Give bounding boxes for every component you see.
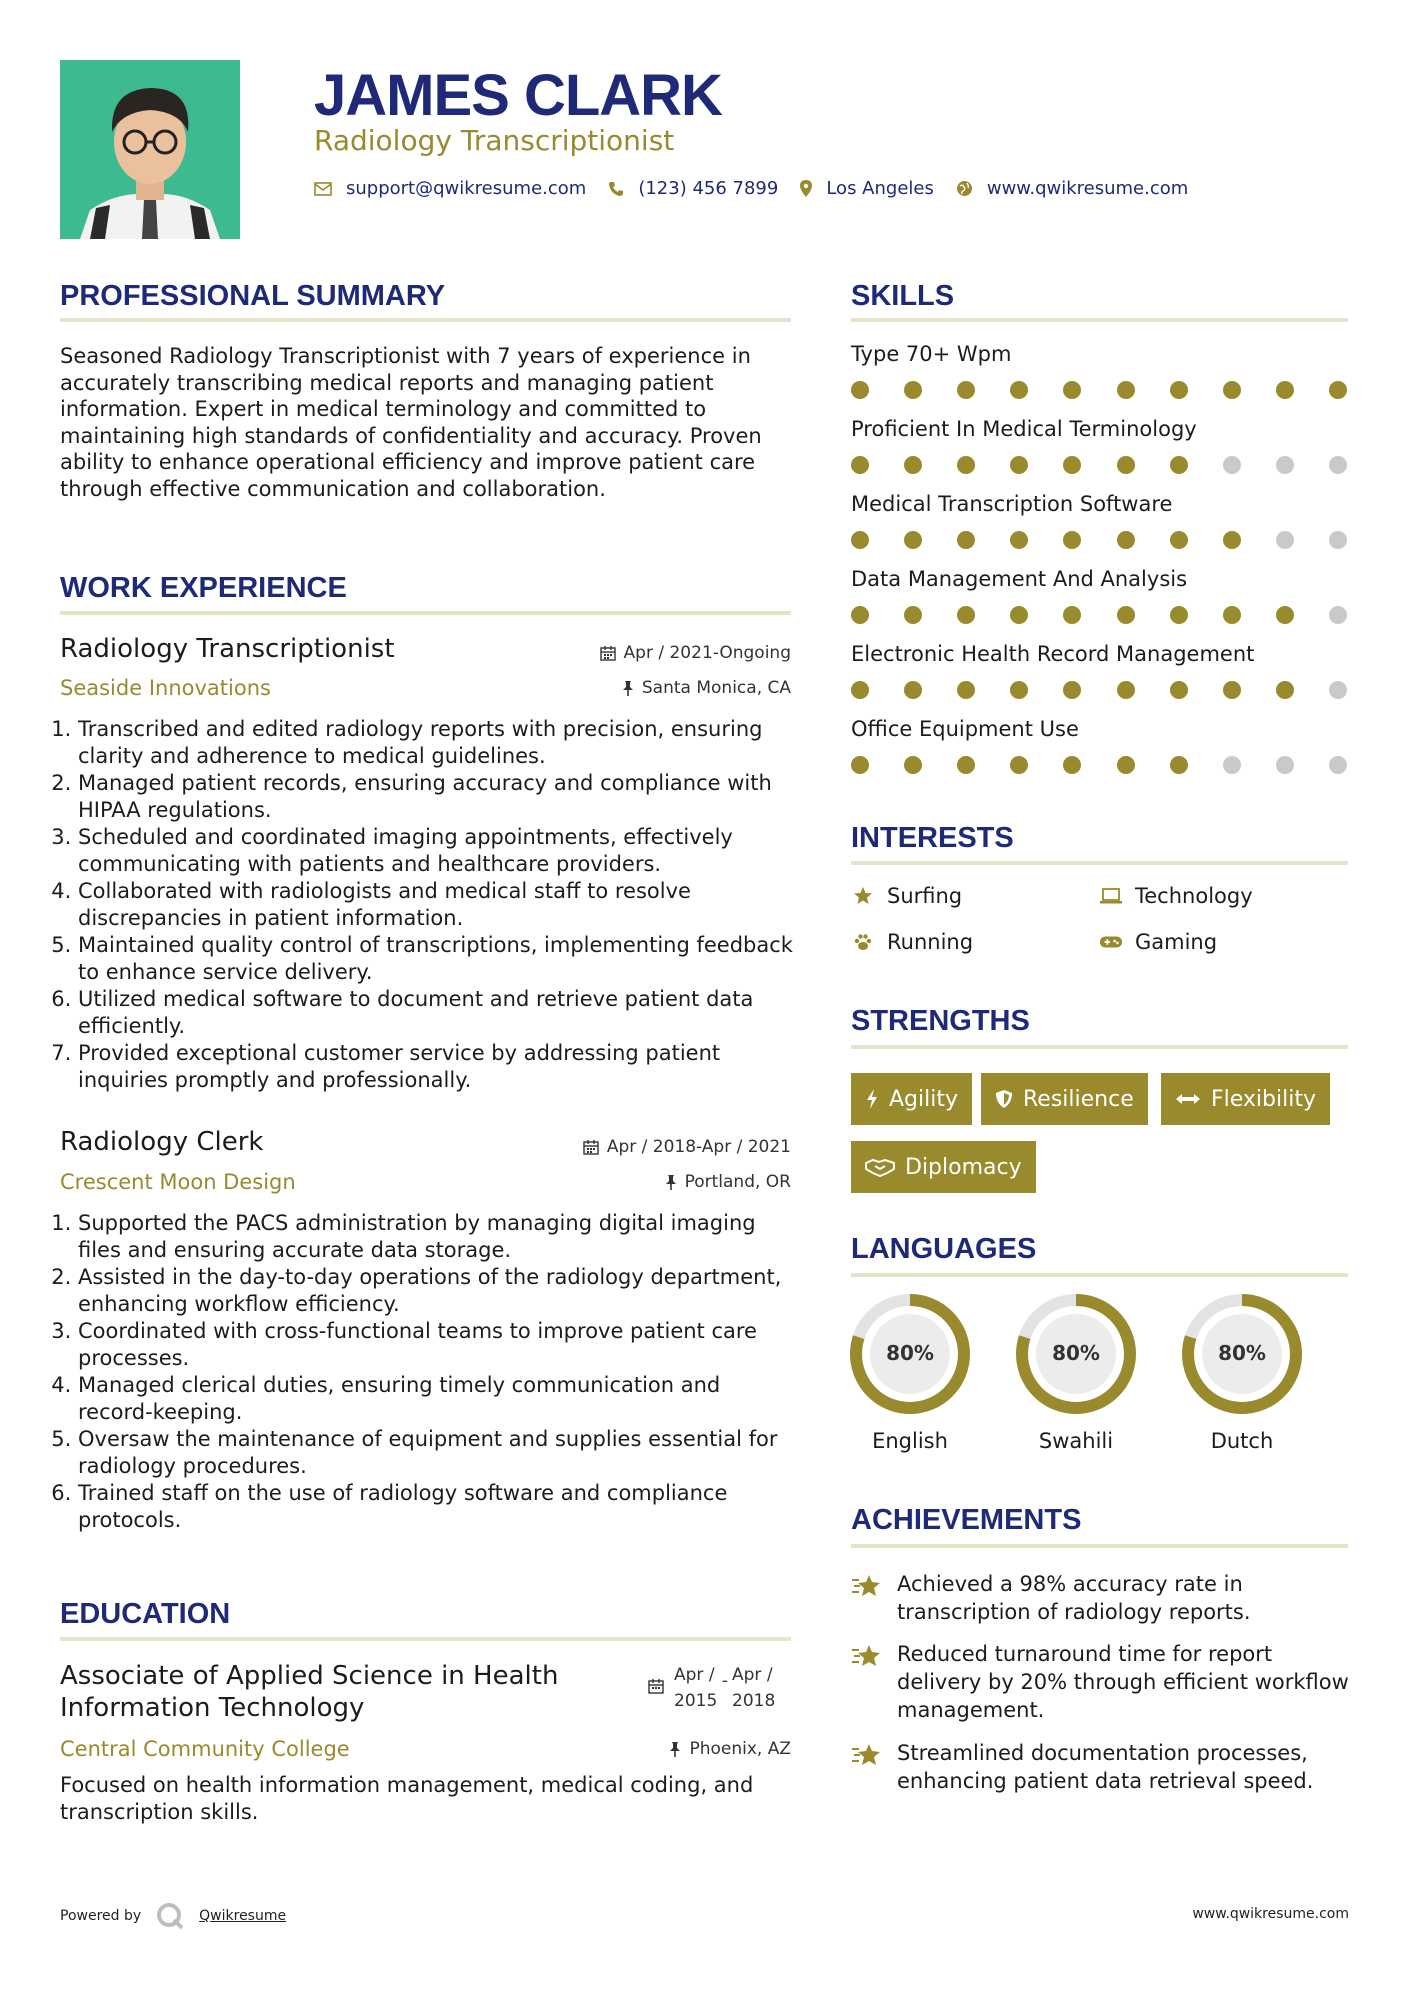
rating-dot-filled xyxy=(957,606,975,624)
rating-dot-filled xyxy=(851,381,869,399)
handshake-icon xyxy=(865,1157,895,1177)
rating-dot-filled xyxy=(1010,381,1028,399)
list-item: 2. Managed patient records, ensuring accuracy and compliance with HIPAA regulations. xyxy=(78,770,800,824)
rating-dot-filled xyxy=(904,681,922,699)
language-name: Dutch xyxy=(1210,1429,1274,1453)
education-divider xyxy=(60,1637,791,1641)
strength-label: Diplomacy xyxy=(905,1154,1022,1180)
qwikresume-logo-icon xyxy=(155,1902,185,1930)
rating-dot-filled xyxy=(1223,681,1241,699)
job-company: Seaside Innovations xyxy=(60,676,271,700)
job-company: Crescent Moon Design xyxy=(60,1170,296,1194)
skill-name: Data Management And Analysis xyxy=(851,567,1188,591)
rating-dot-filled xyxy=(1170,756,1188,774)
summary-heading: PROFESSIONAL SUMMARY xyxy=(60,280,446,312)
rating-dot-filled xyxy=(1010,681,1028,699)
calendar-icon xyxy=(648,1678,664,1694)
qwikresume-link[interactable]: Qwikresume xyxy=(199,1908,287,1924)
rating-dot-filled xyxy=(957,381,975,399)
rating-dot-filled xyxy=(957,531,975,549)
rating-dot-filled xyxy=(1170,681,1188,699)
achievement-text: Achieved a 98% accuracy rate in transcription of radiology reports. xyxy=(897,1572,1251,1624)
achievement-item xyxy=(851,1570,1351,1626)
rating-dot-empty xyxy=(1276,456,1294,474)
job-location xyxy=(665,1172,791,1192)
rating-dot-filled xyxy=(851,756,869,774)
school-name: Central Community College xyxy=(60,1737,350,1761)
interest-label: Gaming xyxy=(1135,930,1218,954)
pushpin-icon xyxy=(622,680,634,697)
strengths-divider xyxy=(851,1045,1348,1049)
job-dates xyxy=(583,1137,791,1157)
powered-by-label: Powered by xyxy=(60,1908,142,1924)
job-dates-text: Apr / 2018-Apr / 2021 xyxy=(606,1137,791,1157)
education-location xyxy=(669,1739,791,1759)
job-responsibilities xyxy=(60,716,800,1094)
calendar-icon xyxy=(583,1139,599,1155)
rating-dot-filled xyxy=(904,456,922,474)
rating-dot-filled xyxy=(904,756,922,774)
interest-label: Technology xyxy=(1135,884,1253,908)
strength-chip xyxy=(851,1073,972,1125)
rating-dot-empty xyxy=(1276,756,1294,774)
shield-icon xyxy=(995,1089,1013,1109)
rating-dot-filled xyxy=(1276,606,1294,624)
rating-dot-filled xyxy=(904,531,922,549)
rating-dot-filled xyxy=(1010,756,1028,774)
rating-dot-filled xyxy=(1010,531,1028,549)
interest-item xyxy=(1099,884,1253,908)
rating-dot-empty xyxy=(1223,756,1241,774)
interest-item xyxy=(851,930,973,954)
skill-name: Office Equipment Use xyxy=(851,717,1079,741)
arrows-horizontal-icon xyxy=(1175,1092,1201,1106)
rating-dot-filled xyxy=(1223,381,1241,399)
strength-chip xyxy=(851,1141,1036,1193)
skill-rating xyxy=(851,756,1347,774)
rating-dot-filled xyxy=(1170,531,1188,549)
contact-bar xyxy=(314,178,1210,199)
rating-dot-empty xyxy=(1329,606,1347,624)
list-item: 7. Provided exceptional customer service by addressing patient inquiries promptly and professionally. xyxy=(78,1040,800,1094)
education-description: Focused on health information management, medical coding, and transcription skills. xyxy=(60,1773,754,1824)
candidate-title: Radiology Transcriptionist xyxy=(314,124,675,157)
job-title: Radiology Clerk xyxy=(60,1127,264,1157)
education-location-text: Phoenix, AZ xyxy=(689,1739,791,1759)
interest-item xyxy=(851,884,962,908)
job-location-text: Santa Monica, CA xyxy=(641,678,791,698)
skill-rating xyxy=(851,381,1347,399)
rating-dot-filled xyxy=(957,681,975,699)
rating-dot-filled xyxy=(1223,531,1241,549)
education-heading: EDUCATION xyxy=(60,1598,231,1630)
achievements-divider xyxy=(851,1544,1348,1548)
footer-website[interactable]: www.qwikresume.com xyxy=(1192,1906,1349,1922)
rating-dot-filled xyxy=(1063,531,1081,549)
rating-dot-filled xyxy=(1276,381,1294,399)
laptop-icon xyxy=(1099,887,1123,905)
rating-dot-filled xyxy=(1117,381,1135,399)
rating-dot-filled xyxy=(904,381,922,399)
rating-dot-empty xyxy=(1329,456,1347,474)
rating-dot-filled xyxy=(904,606,922,624)
rating-dot-filled xyxy=(1117,681,1135,699)
job-title: Radiology Transcriptionist xyxy=(60,634,395,664)
job-location-text: Portland, OR xyxy=(684,1172,791,1192)
skill-name: Electronic Health Record Management xyxy=(851,642,1255,666)
achievement-text: Streamlined documentation processes, enhancing patient data retrieval speed. xyxy=(897,1741,1314,1793)
strength-label: Resilience xyxy=(1023,1086,1134,1112)
degree-title: Associate of Applied Science in Health Information Technology xyxy=(60,1661,559,1723)
rating-dot-filled xyxy=(1170,381,1188,399)
rating-dot-empty xyxy=(1329,756,1347,774)
job-dates xyxy=(600,643,791,663)
rating-dot-filled xyxy=(1063,606,1081,624)
rating-dot-filled xyxy=(1063,681,1081,699)
list-item: 6. Utilized medical software to document and retrieve patient data efficiently. xyxy=(78,986,800,1040)
language-name: Swahili xyxy=(1038,1429,1114,1453)
gamepad-icon xyxy=(1099,934,1123,950)
rating-dot-filled xyxy=(851,681,869,699)
list-item: 4. Managed clerical duties, ensuring timely communication and record-keeping. xyxy=(78,1372,800,1426)
job-location xyxy=(622,678,791,698)
achievement-item xyxy=(851,1739,1351,1795)
rating-dot-filled xyxy=(957,456,975,474)
language-name: English xyxy=(872,1429,948,1453)
interest-label: Running xyxy=(887,930,974,954)
bolt-icon xyxy=(865,1088,879,1110)
achievement-text: Reduced turnaround time for report delivery by 20% through efficient workflow management. xyxy=(897,1642,1349,1722)
rating-dot-filled xyxy=(851,531,869,549)
language-percent: 80% xyxy=(886,1341,934,1365)
skill-name: Medical Transcription Software xyxy=(851,492,1173,516)
website-link[interactable]: www.qwikresume.com xyxy=(986,178,1189,199)
interests-heading: INTERESTS xyxy=(851,822,1014,854)
achievements-heading: ACHIEVEMENTS xyxy=(851,1504,1082,1536)
skill-name: Proficient In Medical Terminology xyxy=(851,417,1197,441)
skills-heading: SKILLS xyxy=(851,280,955,312)
footer-powered-by xyxy=(60,1902,286,1930)
star-icon xyxy=(851,886,875,906)
list-item: 6. Trained staff on the use of radiology software and compliance protocols. xyxy=(78,1480,800,1534)
phone-icon xyxy=(608,181,624,197)
skill-name: Type 70+ Wpm xyxy=(851,342,1012,366)
skill-rating xyxy=(851,606,1347,624)
rating-dot-filled xyxy=(1063,456,1081,474)
rating-dot-filled xyxy=(1170,606,1188,624)
rating-dot-filled xyxy=(851,606,869,624)
language-percent: 80% xyxy=(1052,1341,1100,1365)
rating-dot-filled xyxy=(1010,606,1028,624)
strength-label: Agility xyxy=(889,1086,958,1112)
rating-dot-filled xyxy=(1170,456,1188,474)
map-marker-icon xyxy=(800,180,812,197)
skill-rating xyxy=(851,456,1347,474)
rating-dot-filled xyxy=(851,456,869,474)
skill-rating xyxy=(851,681,1347,699)
rating-dot-filled xyxy=(1063,381,1081,399)
list-item: 4. Collaborated with radiologists and medical staff to resolve discrepancies in patient information. xyxy=(78,878,800,932)
strength-chip xyxy=(1161,1073,1330,1125)
candidate-name: JAMES CLARK xyxy=(314,63,722,128)
languages-heading: LANGUAGES xyxy=(851,1233,1037,1265)
profile-photo xyxy=(60,60,240,239)
rating-dot-filled xyxy=(1223,606,1241,624)
strengths-heading: STRENGTHS xyxy=(851,1005,1030,1037)
education-start: Apr / 2015 xyxy=(674,1665,718,1711)
avatar-illustration xyxy=(60,60,240,239)
skill-rating xyxy=(851,531,1347,549)
calendar-icon xyxy=(600,645,616,661)
envelope-icon xyxy=(314,182,332,196)
rating-dot-filled xyxy=(1063,756,1081,774)
list-item: 2. Assisted in the day-to-day operations of the radiology department, enhancing workflow efficiency. xyxy=(78,1264,800,1318)
email-link[interactable]: support@qwikresume.com xyxy=(346,178,587,199)
education-dates xyxy=(648,1662,776,1714)
interest-label: Surfing xyxy=(887,884,963,908)
education-end: Apr / 2018 xyxy=(732,1665,776,1711)
rating-dot-empty xyxy=(1276,531,1294,549)
rating-dot-empty xyxy=(1223,456,1241,474)
rating-dot-filled xyxy=(1010,456,1028,474)
pushpin-icon xyxy=(669,1741,681,1758)
list-item: 3. Coordinated with cross-functional teams to improve patient care processes. xyxy=(78,1318,800,1372)
star-badge-icon xyxy=(851,1640,885,1724)
list-item: 3. Scheduled and coordinated imaging appointments, effectively communicating with patients and healthcare providers. xyxy=(78,824,800,878)
strength-label: Flexibility xyxy=(1211,1086,1316,1112)
rating-dot-filled xyxy=(957,756,975,774)
paw-icon xyxy=(851,932,875,952)
skills-divider xyxy=(851,318,1348,322)
summary-divider xyxy=(60,318,791,322)
list-item: 5. Maintained quality control of transcriptions, implementing feedback to enhance service delivery. xyxy=(78,932,800,986)
interests-divider xyxy=(851,861,1348,865)
rating-dot-empty xyxy=(1329,681,1347,699)
experience-divider xyxy=(60,611,791,615)
rating-dot-filled xyxy=(1117,456,1135,474)
experience-heading: WORK EXPERIENCE xyxy=(60,572,347,604)
list-item: 1. Supported the PACS administration by managing digital imaging files and ensuring accurate data storage. xyxy=(78,1210,800,1264)
list-item: 1. Transcribed and edited radiology reports with precision, ensuring clarity and adherence to medical guidelines. xyxy=(78,716,800,770)
star-badge-icon xyxy=(851,1739,885,1795)
rating-dot-filled xyxy=(1117,756,1135,774)
phone-number[interactable]: (123) 456 7899 xyxy=(638,178,779,199)
job-dates-text: Apr / 2021-Ongoing xyxy=(623,643,791,663)
language-percent: 80% xyxy=(1218,1341,1266,1365)
rating-dot-filled xyxy=(1329,381,1347,399)
achievement-item xyxy=(851,1640,1351,1724)
strength-chip xyxy=(981,1073,1148,1125)
globe-icon xyxy=(956,180,973,197)
languages-divider xyxy=(851,1273,1348,1277)
job-responsibilities xyxy=(60,1210,800,1534)
summary-text: Seasoned Radiology Transcriptionist with 7 years of experience in accurately transcribing medical reports and managing patient information. Expert in medical terminology and committed to maintaining high standards of confidentiality and accuracy. Proven ability to enhance operational efficiency and improve patient care through effective communication and collaboration. xyxy=(60,344,762,501)
rating-dot-filled xyxy=(1117,606,1135,624)
rating-dot-empty xyxy=(1329,531,1347,549)
star-badge-icon xyxy=(851,1570,885,1626)
rating-dot-filled xyxy=(1117,531,1135,549)
pushpin-icon xyxy=(665,1174,677,1191)
date-separator: - xyxy=(721,1671,729,1691)
list-item: 5. Oversaw the maintenance of equipment and supplies essential for radiology procedures. xyxy=(78,1426,800,1480)
rating-dot-filled xyxy=(1276,681,1294,699)
location-text: Los Angeles xyxy=(826,178,934,199)
interest-item xyxy=(1099,930,1217,954)
